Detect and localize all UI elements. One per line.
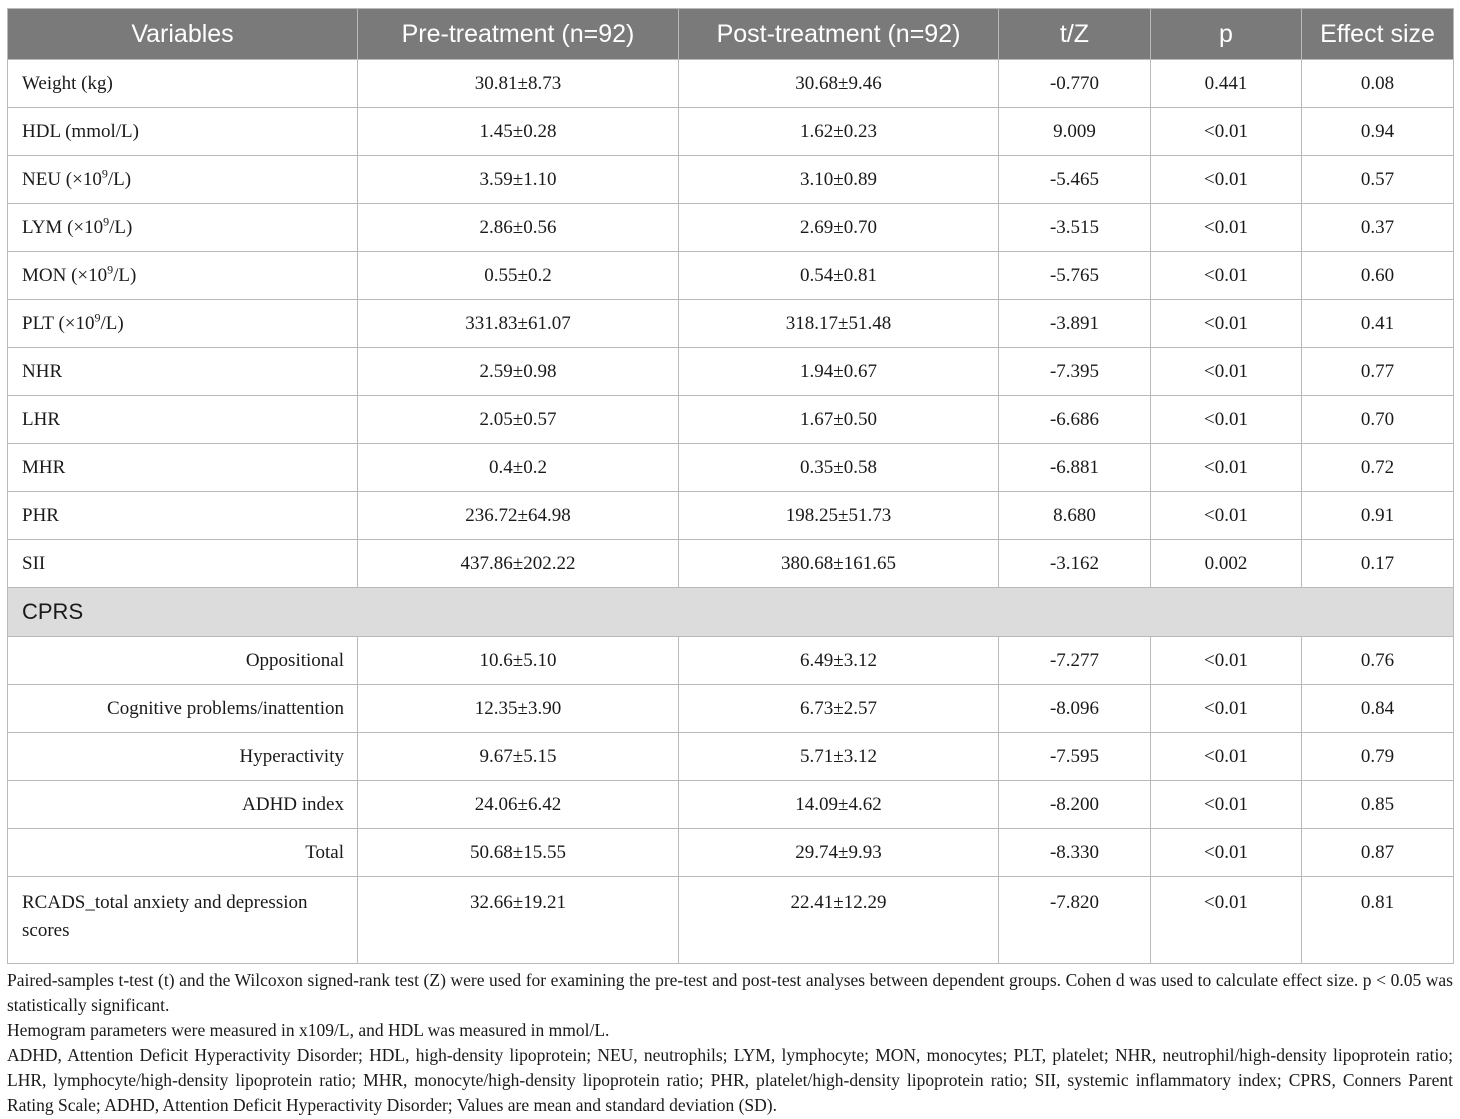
row-label: Cognitive problems/inattention — [8, 685, 358, 733]
post-value: 198.25±51.73 — [679, 492, 999, 540]
row-label — [8, 156, 358, 204]
tz-value: -6.686 — [999, 396, 1151, 444]
effect-size-value: 0.70 — [1302, 396, 1454, 444]
pre-value: 2.05±0.57 — [358, 396, 679, 444]
footnote-abbreviations: ADHD, Attention Deficit Hyperactivity Disorder; HDL, high-density lipoprotein; NEU, neutrophils; LYM, lymphocyte; MON, monocytes; PLT, platelet; NHR, neutrophil/high-density lipoprotein ratio; LHR, lymphocyte/high-density lipoprotein ratio; MHR, monocyte/high-density lipoprotein ratio; PHR, platelet/high-density lipoprotein ratio; SII, systemic inflammatory index; CPRS, Conners Parent Rating Scale; ADHD, Attention Deficit Hyperactivity Disorder; Values are mean and standard deviation (SD). — [7, 1045, 1453, 1115]
row-label-text: NEU (×10 — [22, 168, 102, 190]
post-value: 1.67±0.50 — [679, 396, 999, 444]
p-value: <0.01 — [1151, 829, 1302, 877]
effect-size-value: 0.57 — [1302, 156, 1454, 204]
table-row — [8, 781, 1454, 829]
header-variables: Variables — [8, 9, 358, 60]
pre-value: 24.06±6.42 — [358, 781, 679, 829]
table-footnotes — [7, 968, 1453, 1118]
post-value: 1.94±0.67 — [679, 348, 999, 396]
table-row — [8, 492, 1454, 540]
effect-size-value: 0.79 — [1302, 733, 1454, 781]
row-label-text: PLT (×10 — [22, 312, 95, 334]
post-value: 3.10±0.89 — [679, 156, 999, 204]
p-value: <0.01 — [1151, 444, 1302, 492]
post-value: 6.73±2.57 — [679, 685, 999, 733]
header-t-z: t/Z — [999, 9, 1151, 60]
pre-value: 3.59±1.10 — [358, 156, 679, 204]
pre-value: 30.81±8.73 — [358, 60, 679, 108]
table-row — [8, 637, 1454, 685]
table-row — [8, 204, 1454, 252]
table-row — [8, 108, 1454, 156]
row-label: Total — [8, 829, 358, 877]
table-row — [8, 733, 1454, 781]
results-table — [7, 8, 1454, 964]
row-label-text: LYM (×10 — [22, 216, 104, 238]
row-label: Hyperactivity — [8, 733, 358, 781]
row-label-superscript: 9 — [94, 310, 101, 325]
row-label-text: MON (×10 — [22, 264, 108, 286]
tz-value: -8.330 — [999, 829, 1151, 877]
effect-size-value: 0.87 — [1302, 829, 1454, 877]
row-label-superscript: 9 — [107, 262, 114, 277]
effect-size-value: 0.81 — [1302, 877, 1454, 964]
post-value: 29.74±9.93 — [679, 829, 999, 877]
post-value: 22.41±12.29 — [679, 877, 999, 964]
p-value: <0.01 — [1151, 252, 1302, 300]
tz-value: -5.765 — [999, 252, 1151, 300]
row-label: LHR — [8, 396, 358, 444]
pre-value: 12.35±3.90 — [358, 685, 679, 733]
table-header-row — [8, 9, 1454, 60]
row-label: ADHD index — [8, 781, 358, 829]
post-value: 380.68±161.65 — [679, 540, 999, 588]
header-post-treatment: Post-treatment (n=92) — [679, 9, 999, 60]
row-label-unit: /L) — [109, 216, 133, 238]
tz-value: -8.200 — [999, 781, 1151, 829]
table-row — [8, 829, 1454, 877]
pre-value: 236.72±64.98 — [358, 492, 679, 540]
p-value: <0.01 — [1151, 781, 1302, 829]
row-label-unit: /L) — [100, 312, 124, 334]
effect-size-value: 0.17 — [1302, 540, 1454, 588]
post-value: 0.35±0.58 — [679, 444, 999, 492]
tz-value: -3.162 — [999, 540, 1151, 588]
pre-value: 0.4±0.2 — [358, 444, 679, 492]
table-row — [8, 60, 1454, 108]
effect-size-value: 0.77 — [1302, 348, 1454, 396]
row-label: HDL (mmol/L) — [8, 108, 358, 156]
table-row — [8, 300, 1454, 348]
pre-value: 2.59±0.98 — [358, 348, 679, 396]
row-label — [8, 300, 358, 348]
row-label-unit: /L) — [107, 168, 132, 190]
p-value: 0.441 — [1151, 60, 1302, 108]
tz-value: -7.820 — [999, 877, 1151, 964]
row-label: Weight (kg) — [8, 60, 358, 108]
pre-value: 1.45±0.28 — [358, 108, 679, 156]
effect-size-value: 0.85 — [1302, 781, 1454, 829]
tz-value: -6.881 — [999, 444, 1151, 492]
effect-size-value: 0.37 — [1302, 204, 1454, 252]
table-row — [8, 156, 1454, 204]
post-value: 14.09±4.62 — [679, 781, 999, 829]
tz-value: 9.009 — [999, 108, 1151, 156]
row-label — [8, 204, 358, 252]
table-row — [8, 685, 1454, 733]
effect-size-value: 0.84 — [1302, 685, 1454, 733]
p-value: 0.002 — [1151, 540, 1302, 588]
post-value: 1.62±0.23 — [679, 108, 999, 156]
table-row — [8, 877, 1454, 964]
tz-value: 8.680 — [999, 492, 1151, 540]
effect-size-value: 0.72 — [1302, 444, 1454, 492]
post-value: 2.69±0.70 — [679, 204, 999, 252]
p-value: <0.01 — [1151, 685, 1302, 733]
p-value: <0.01 — [1151, 637, 1302, 685]
row-label-unit: /L) — [113, 264, 137, 286]
section-row-cprs — [8, 588, 1454, 637]
table-row — [8, 540, 1454, 588]
row-label: MHR — [8, 444, 358, 492]
pre-value: 10.6±5.10 — [358, 637, 679, 685]
header-p: p — [1151, 9, 1302, 60]
table-row — [8, 444, 1454, 492]
table-row — [8, 348, 1454, 396]
p-value: <0.01 — [1151, 877, 1302, 964]
row-label-superscript: 9 — [103, 214, 110, 229]
section-label: CPRS — [8, 588, 1454, 637]
pre-value: 0.55±0.2 — [358, 252, 679, 300]
effect-size-value: 0.60 — [1302, 252, 1454, 300]
pre-value: 2.86±0.56 — [358, 204, 679, 252]
post-value: 6.49±3.12 — [679, 637, 999, 685]
post-value: 5.71±3.12 — [679, 733, 999, 781]
results-table-container — [7, 8, 1453, 1118]
tz-value: -3.515 — [999, 204, 1151, 252]
p-value: <0.01 — [1151, 492, 1302, 540]
effect-size-value: 0.41 — [1302, 300, 1454, 348]
header-effect-size: Effect size — [1302, 9, 1454, 60]
post-value: 30.68±9.46 — [679, 60, 999, 108]
post-value: 318.17±51.48 — [679, 300, 999, 348]
pre-value: 9.67±5.15 — [358, 733, 679, 781]
effect-size-value: 0.08 — [1302, 60, 1454, 108]
tz-value: -8.096 — [999, 685, 1151, 733]
effect-size-value: 0.76 — [1302, 637, 1454, 685]
p-value: <0.01 — [1151, 156, 1302, 204]
pre-value: 32.66±19.21 — [358, 877, 679, 964]
tz-value: -0.770 — [999, 60, 1151, 108]
tz-value: -5.465 — [999, 156, 1151, 204]
tz-value: -3.891 — [999, 300, 1151, 348]
row-label: SII — [8, 540, 358, 588]
p-value: <0.01 — [1151, 108, 1302, 156]
effect-size-value: 0.91 — [1302, 492, 1454, 540]
p-value: <0.01 — [1151, 204, 1302, 252]
row-label: NHR — [8, 348, 358, 396]
effect-size-value: 0.94 — [1302, 108, 1454, 156]
tz-value: -7.395 — [999, 348, 1151, 396]
row-label — [8, 252, 358, 300]
p-value: <0.01 — [1151, 348, 1302, 396]
table-row — [8, 396, 1454, 444]
header-pre-treatment: Pre-treatment (n=92) — [358, 9, 679, 60]
pre-value: 331.83±61.07 — [358, 300, 679, 348]
tz-value: -7.595 — [999, 733, 1151, 781]
table-row — [8, 252, 1454, 300]
p-value: <0.01 — [1151, 733, 1302, 781]
pre-value: 437.86±202.22 — [358, 540, 679, 588]
tz-value: -7.277 — [999, 637, 1151, 685]
pre-value: 50.68±15.55 — [358, 829, 679, 877]
p-value: <0.01 — [1151, 300, 1302, 348]
row-label-superscript: 9 — [101, 166, 108, 181]
row-label: Oppositional — [8, 637, 358, 685]
footnote-units: Hemogram parameters were measured in x109/L, and HDL was measured in mmol/L. — [7, 1020, 610, 1040]
post-value: 0.54±0.81 — [679, 252, 999, 300]
p-value: <0.01 — [1151, 396, 1302, 444]
footnote-methods: Paired-samples t-test (t) and the Wilcoxon signed-rank test (Z) were used for examining the pre-test and post-test analyses between dependent groups. Cohen d was used to calculate effect size. p < 0.05 was statistically significant. — [7, 970, 1453, 1015]
row-label: RCADS_total anxiety and depression scores — [8, 877, 358, 964]
row-label: PHR — [8, 492, 358, 540]
